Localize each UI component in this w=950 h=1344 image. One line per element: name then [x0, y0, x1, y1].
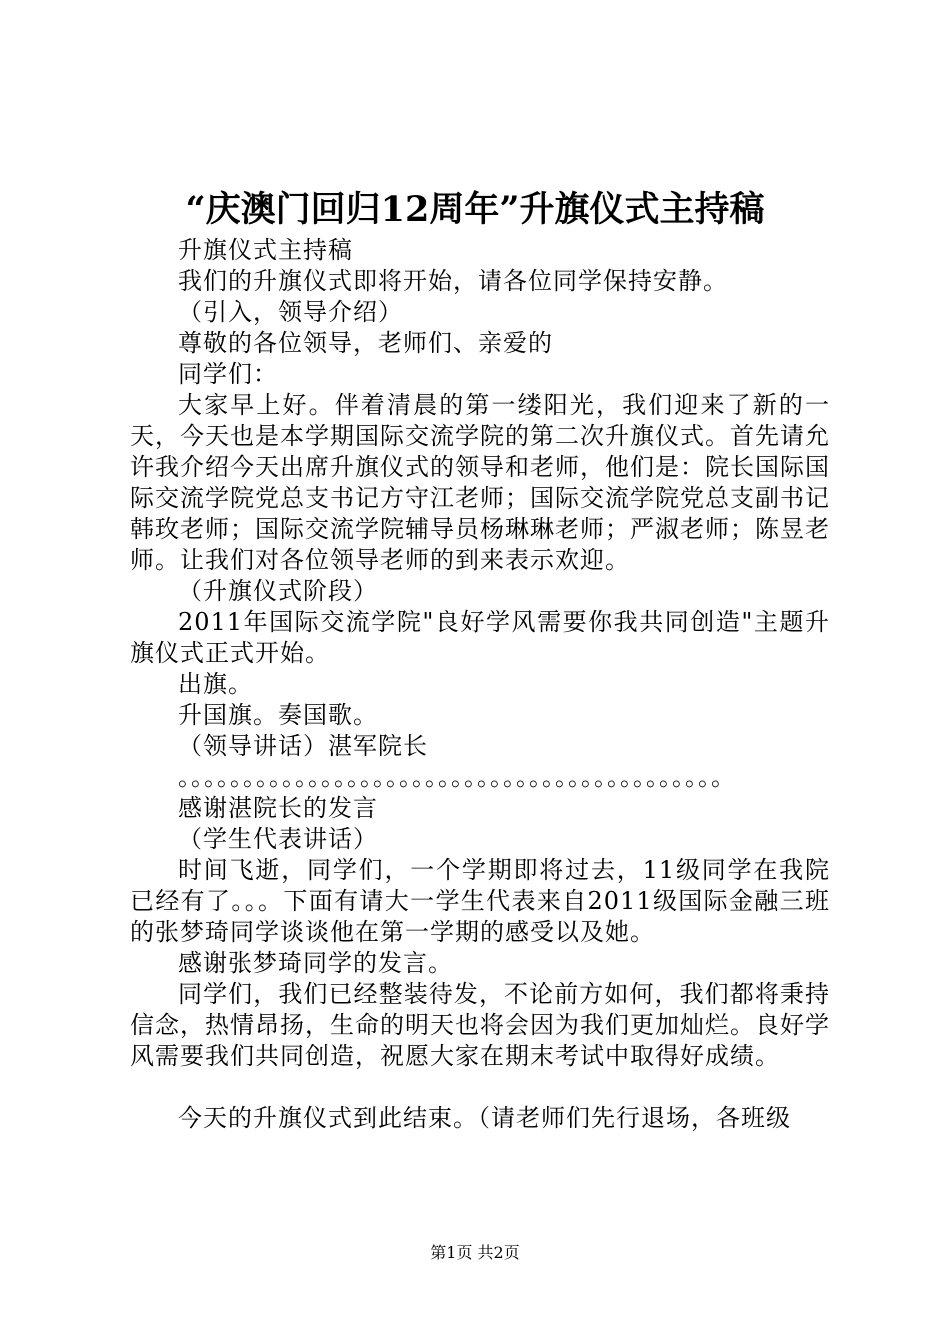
paragraph-opening: 我们的升旗仪式即将开始，请各位同学保持安静。	[178, 267, 728, 295]
paragraph-ending: 今天的升旗仪式到此结束。（请老师们先行退场，各班级	[178, 1104, 791, 1132]
paragraph-greeting-students: 同学们：	[178, 360, 278, 388]
paragraph-ellipsis: 。。。。。。。。。。。。。。。。。。。。。。。。。。。。。。。。。。。。。。。。。。	[178, 763, 736, 791]
paragraph-heading: 升旗仪式主持稿	[178, 236, 353, 264]
page-number-footer: 第1页 共2页	[430, 1243, 520, 1262]
document-title: “庆澳门回归12周年”升旗仪式主持稿	[185, 189, 765, 230]
paragraph-student-speech-note: （学生代表讲话）	[178, 825, 378, 853]
document-body	[130, 235, 830, 1134]
paragraph-flag-stage-note: （升旗仪式阶段）	[178, 577, 378, 605]
paragraph-leader-speech-note: （领导讲话）湛军院长	[178, 732, 428, 760]
paragraph-student-intro: 时间飞逝，同学们，一个学期即将过去，11级同学在我院已经有了。。。下面有请大一学生代表来自2011级国际金融三班的张梦琦同学谈谈他在第一学期的感受以及她。	[130, 856, 830, 946]
paragraph-closing-wishes: 同学们，我们已经整装待发，不论前方如何，我们都将秉持信念，热情昂扬，生命的明天也将会因为我们更加灿烂。良好学风需要我们共同创造，祝愿大家在期末考试中取得好成绩。	[130, 980, 830, 1070]
paragraph-thanks-student: 感谢张梦琦同学的发言。	[178, 949, 453, 977]
paragraph-introduction: 大家早上好。伴着清晨的第一缕阳光，我们迎来了新的一天，今天也是本学期国际交流学院的第二次升旗仪式。首先请允许我介绍今天出席升旗仪式的领导和老师，他们是：院长国际国际交流学院党总支书记方守江老师；国际交流学院党总支副书记韩玫老师；国际交流学院辅导员杨琳琳老师；严淑老师；陈昱老师。让我们对各位领导老师的到来表示欢迎。	[130, 391, 830, 574]
paragraph-greeting: 尊敬的各位领导，老师们、亲爱的	[178, 329, 553, 357]
paragraph-flag-out: 出旗。	[178, 670, 253, 698]
paragraph-anthem: 升国旗。奏国歌。	[178, 701, 378, 729]
paragraph-ceremony-start: 2011年国际交流学院"良好学风需要你我共同创造"主题升旗仪式正式开始。	[130, 608, 830, 667]
paragraph-thanks-dean: 感谢湛院长的发言	[178, 794, 378, 822]
paragraph-intro-note: （引入，领导介绍）	[178, 298, 403, 326]
